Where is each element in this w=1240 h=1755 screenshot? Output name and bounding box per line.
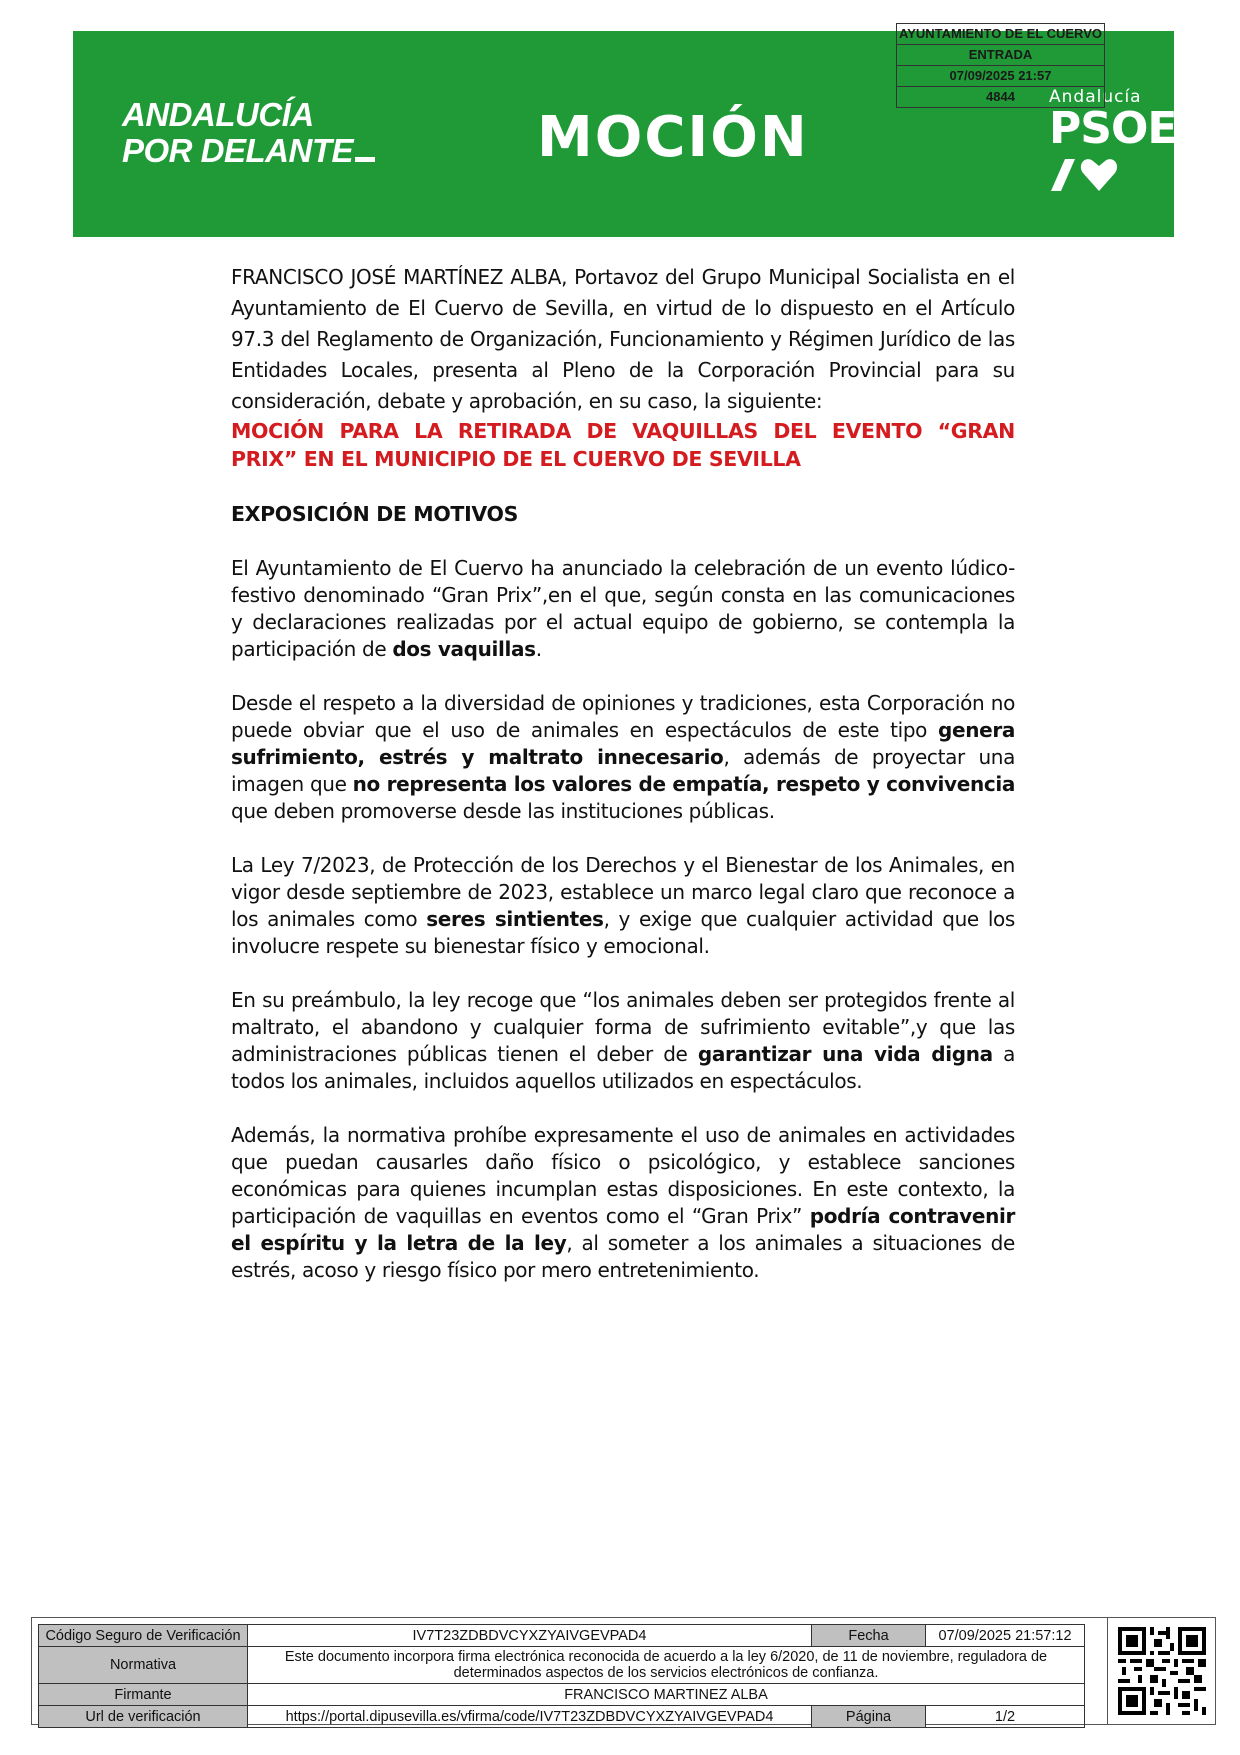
signer-value: FRANCISCO MARTINEZ ALBA: [248, 1684, 1085, 1706]
text-run: que deben promoverse desde las instituciones públicas.: [231, 799, 775, 823]
section-heading: EXPOSICIÓN DE MOTIVOS: [231, 502, 518, 526]
body-paragraph: [231, 987, 1015, 1095]
stamp-number: 4844: [986, 89, 1015, 104]
party-name: PSOE: [1049, 103, 1177, 154]
normativa-value: Este documento incorpora firma electrónica reconocida de acuerdo a la ley 6/2020, de 11 de noviembre, reguladora de determinados aspectos de los servicios electrónicos de confianza.: [248, 1647, 1085, 1684]
slogan-line-1: ANDALUCÍA: [122, 96, 314, 133]
bold-text: no representa los valores de empatía, respeto y convivencia: [352, 772, 1015, 796]
bold-text: podría contravenir el espíritu y la letra de la ley: [231, 1204, 1015, 1255]
csv-value: IV7T23ZDBDVCYXZYAIVGEVPAD4: [248, 1625, 812, 1647]
text-run: En su preámbulo, la ley recoge que “los animales deben ser protegidos frente al maltrato, el abandono y cualquier forma de sufrimiento evitable”,y que las administraciones públicas tienen el deber de: [231, 988, 1015, 1066]
body-paragraph: [231, 690, 1015, 825]
verification-table: [38, 1624, 1085, 1728]
bold-text: seres sintientes: [426, 907, 604, 931]
verification-footer: [31, 1617, 1216, 1725]
bold-text: genera sufrimiento, estrés y maltrato innecesario: [231, 718, 1015, 769]
text-run: Además, la normativa prohíbe expresamente el uso de animales en actividades que puedan causarles daño físico o psicológico, y establece sanciones económicas para quienes incumplan estas disposiciones. En este contexto, la participación de vaquillas en eventos como el “Gran Prix”: [231, 1123, 1015, 1228]
text-run: , además de proyectar una imagen que: [231, 745, 1015, 796]
normativa-label: Normativa: [39, 1647, 248, 1684]
text-run: La Ley 7/2023, de Protección de los Derechos y el Bienestar de los Animales, en vigor desde septiembre de 2023, establece un marco legal claro que reconoce a los animales como: [231, 853, 1015, 931]
body-paragraph: [231, 555, 1015, 663]
bold-text: garantizar una vida digna: [697, 1042, 993, 1066]
url-label: Url de verificación: [39, 1706, 248, 1728]
signer-label: Firmante: [39, 1684, 248, 1706]
body-paragraph: [231, 1122, 1015, 1284]
qr-code-icon: [1107, 1618, 1215, 1724]
text-run: El Ayuntamiento de El Cuervo ha anunciado la celebración de un evento lúdico-festivo denominado “Gran Prix”,en el que, según consta en las comunicaciones y declaraciones realizadas por el actual equipo de gobierno, se contempla la participación de: [231, 556, 1015, 661]
stamp-institution: AYUNTAMIENTO DE EL CUERVO: [897, 24, 1104, 45]
registry-stamp: [896, 23, 1105, 108]
csv-label: Código Seguro de Verificación: [39, 1625, 248, 1647]
page-value: 1/2: [926, 1706, 1085, 1728]
stamp-type: ENTRADA: [897, 45, 1104, 66]
date-label: Fecha: [812, 1625, 926, 1647]
text-run: , al someter a los animales a situaciones de estrés, acoso y riesgo físico por mero entretenimiento.: [231, 1231, 1015, 1282]
motion-title: MOCIÓN PARA LA RETIRADA DE VAQUILLAS DEL EVENTO “GRAN PRIX” EN EL MUNICIPIO DE EL CUERVO DE SEVILLA: [231, 419, 1015, 471]
page-label: Página: [812, 1706, 926, 1728]
underscore-cursor-icon: [355, 157, 375, 162]
document-body: [231, 262, 1015, 1311]
bold-text: dos vaquillas: [392, 637, 536, 661]
body-paragraph: [231, 852, 1015, 960]
document-type-title: MOCIÓN: [537, 105, 809, 170]
text-run: Desde el respeto a la diversidad de opiniones y tradiciones, esta Corporación no puede obviar que el uso de animales en espectáculos de este tipo: [231, 691, 1015, 742]
date-value: 07/09/2025 21:57:12: [926, 1625, 1085, 1647]
slash-heart-icon: [1049, 153, 1239, 193]
intro-paragraph: FRANCISCO JOSÉ MARTÍNEZ ALBA, Portavoz del Grupo Municipal Socialista en el Ayuntamiento de El Cuervo de Sevilla, en virtud de lo dispuesto en el Artículo 97.3 del Reglamento de Organización, Funcionamiento y Régimen Jurídico de las Entidades Locales, presenta al Pleno de la Corporación Provincial para su consideración, debate y aprobación, en su caso, la siguiente:: [231, 265, 1015, 413]
text-run: .: [535, 637, 542, 661]
party-region: Andalucía: [1049, 87, 1142, 107]
slogan: [122, 97, 375, 169]
text-run: a todos los animales, incluidos aquellos utilizados en espectáculos.: [231, 1042, 1015, 1093]
text-run: , y exige que cualquier actividad que los involucre respete su bienestar físico y emocional.: [231, 907, 1015, 958]
slogan-line-2: POR DELANTE: [122, 132, 354, 169]
verification-url-link[interactable]: https://portal.dipusevilla.es/vfirma/code/IV7T23ZDBDVCYXZYAIVGEVPAD4: [248, 1706, 812, 1728]
stamp-datetime: 07/09/2025 21:57: [897, 66, 1104, 87]
